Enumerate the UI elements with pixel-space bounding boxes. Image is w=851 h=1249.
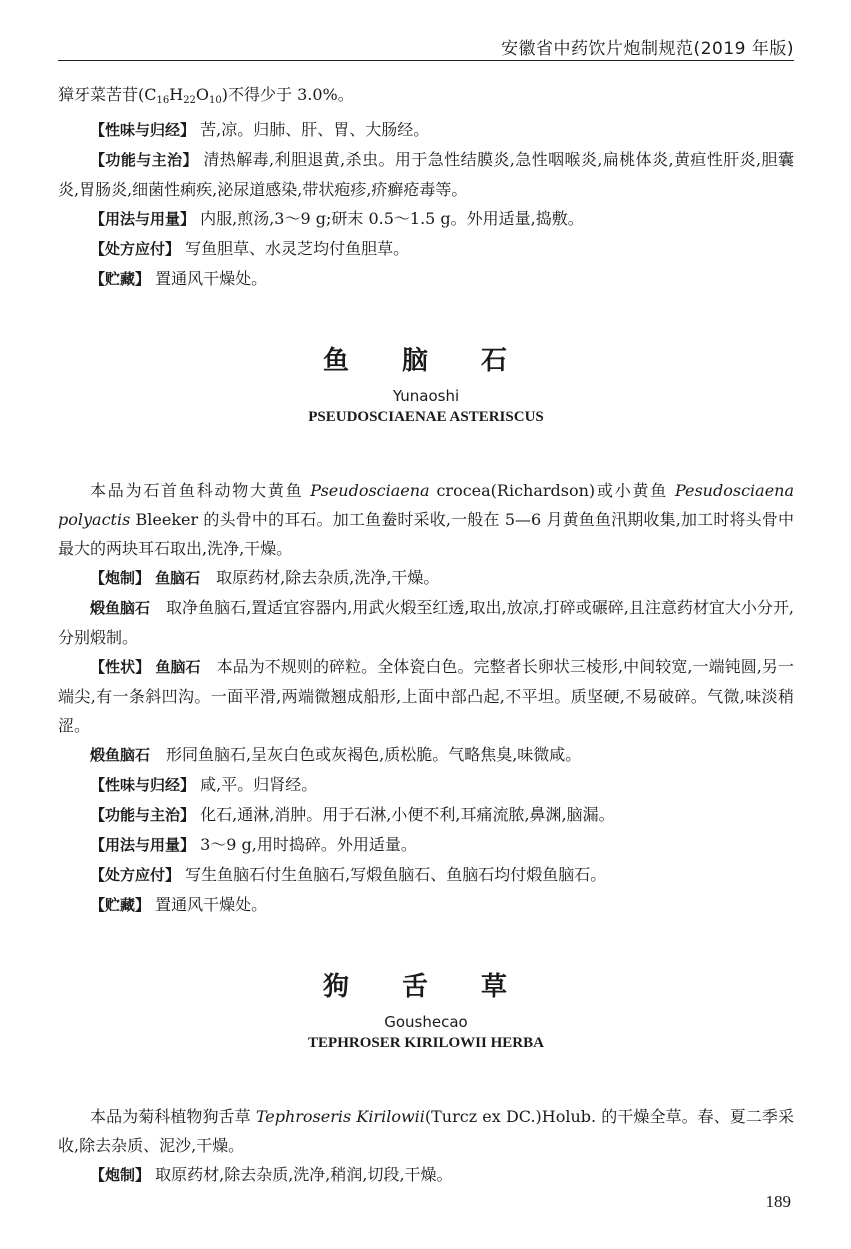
- text-run: (Turcz ex DC.)Holub. 的干燥全草。春、夏二季采收,除去杂质、泥沙,干燥。: [58, 1107, 794, 1155]
- item-text: 化石,通淋,消肿。用于石淋,小便不利,耳痛流脓,鼻渊,脑漏。: [200, 805, 615, 824]
- item-text: 写生鱼脑石付生鱼脑石,写煅鱼脑石、鱼脑石均付煅鱼脑石。: [185, 865, 607, 884]
- item-text: 咸,平。归肾经。: [200, 775, 318, 794]
- text-run: Bleeker 的头骨中的耳石。加工鱼鲞时采收,一般在 5—6 月黄鱼鱼汛期收集,加工时将头骨中最大的两块耳石取出,洗净,干燥。: [58, 510, 794, 558]
- text-run: )不得少于 3.0%。: [221, 85, 354, 104]
- item-function: [58, 145, 794, 204]
- item-text: 3～9 g,用时捣碎。外用适量。: [200, 835, 417, 854]
- item-storage: [58, 264, 794, 294]
- item-tag: 【用法与用量】: [90, 210, 196, 228]
- item-dosage: [58, 204, 794, 234]
- item-tag: 【贮藏】: [90, 896, 151, 914]
- item-tag: 【炮制】: [90, 569, 151, 587]
- item-text: 清热解毒,利胆退黄,杀虫。用于急性结膜炎,急性咽喉炎,扁桃体炎,黄疸性肝炎,胆囊炎,胃肠炎,细菌性痢疾,泌尿道感染,带状疱疹,疥癣疮毒等。: [58, 150, 794, 199]
- item-tag: 【性味与归经】: [90, 121, 196, 139]
- item-subname: 鱼脑石: [155, 658, 201, 676]
- text-run: H: [169, 85, 184, 104]
- item-storage: [58, 890, 794, 920]
- header-title: 安徽省中药饮片炮制规范(2019 年版): [501, 39, 794, 59]
- item-properties: [58, 652, 794, 740]
- section-pinyin: Goushecao: [384, 1013, 468, 1031]
- item-text: 内服,煎汤,3～9 g;研末 0.5～1.5 g。外用适量,捣敷。: [200, 209, 584, 228]
- item-processing: [58, 563, 794, 593]
- section-latin-name: TEPHROSER KIRILOWII HERBA: [308, 1035, 544, 1051]
- text-run: 獐牙菜苦苷(C: [58, 85, 157, 104]
- item-tag: 【用法与用量】: [90, 836, 196, 854]
- running-header: [58, 30, 794, 61]
- item-tag: 【处方应付】: [90, 866, 181, 884]
- item-tag: 【性状】: [90, 658, 151, 676]
- text-run: O: [195, 85, 210, 104]
- item-text: 形同鱼脑石,呈灰白色或灰褐色,质松脆。气略焦臭,味微咸。: [166, 745, 582, 764]
- subscript: 22: [183, 95, 196, 106]
- item-tag: 【功能与主治】: [90, 806, 196, 824]
- item-subname: 煅鱼脑石: [90, 746, 151, 764]
- item-taste-meridian: [58, 115, 794, 145]
- item-text: 写鱼胆草、水灵芝均付鱼胆草。: [185, 239, 410, 258]
- item-text: 取原药材,除去杂质,洗净,稍润,切段,干燥。: [155, 1165, 453, 1184]
- item-taste-meridian: [58, 770, 794, 800]
- section-latin-name: PSEUDOSCIAENAE ASTERISCUS: [308, 409, 544, 425]
- section-pinyin: Yunaoshi: [392, 387, 460, 405]
- item-subname: 鱼脑石: [155, 569, 201, 587]
- item-function: [58, 800, 794, 830]
- item-prescription: [58, 860, 794, 890]
- item-text: 置通风干燥处。: [155, 269, 268, 288]
- species-name: Tephroseris Kirilowii: [255, 1107, 425, 1126]
- section-title: 鱼 脑 石: [322, 346, 530, 376]
- item-text: 苦,凉。归肺、肝、胃、大肠经。: [200, 120, 430, 139]
- item-tag: 【贮藏】: [90, 270, 151, 288]
- page-content: [58, 80, 794, 1190]
- section-title: 狗 舌 草: [322, 972, 530, 1002]
- item-text: 置通风干燥处。: [155, 895, 268, 914]
- item-text: 取原药材,除去杂质,洗净,干燥。: [216, 568, 440, 587]
- species-name: Pseudosciaena: [310, 481, 430, 500]
- item-processing-calcined: [58, 593, 794, 652]
- item-tag: 【功能与主治】: [90, 151, 198, 169]
- item-tag: 【处方应付】: [90, 240, 181, 258]
- item-tag: 【性味与归经】: [90, 776, 196, 794]
- page-number: 189: [765, 1192, 791, 1211]
- content-requirement-line: [58, 80, 794, 115]
- subscript: 10: [209, 95, 222, 106]
- item-text: 本品为不规则的碎粒。全体瓷白色。完整者长卵状三棱形,中间较宽,一端钝圆,另一端尖,有一条斜凹沟。一面平滑,两端微翘成船形,上面中部凸起,不平坦。质坚硬,不易破碎。气微,味淡稍涩。: [58, 657, 794, 735]
- item-tag: 【炮制】: [90, 1166, 151, 1184]
- item-prescription: [58, 234, 794, 264]
- item-text: 取净鱼脑石,置适宜容器内,用武火煅至红透,取出,放凉,打碎或碾碎,且注意药材宜大小分开,分别煅制。: [58, 598, 794, 647]
- section-intro: [58, 1102, 794, 1160]
- subscript: 16: [156, 95, 170, 106]
- item-processing: [58, 1160, 794, 1190]
- text-run: 本品为石首鱼科动物大黄鱼: [90, 481, 311, 500]
- text-run: 本品为菊科植物狗舌草: [90, 1107, 256, 1126]
- section-intro: [58, 476, 794, 563]
- item-properties-calcined: [58, 740, 794, 770]
- species-name: Pesudosciaena polyactis: [58, 481, 794, 529]
- item-dosage: [58, 830, 794, 860]
- item-subname: 煅鱼脑石: [90, 599, 151, 617]
- text-run: crocea(Richardson)或小黄鱼: [429, 481, 675, 500]
